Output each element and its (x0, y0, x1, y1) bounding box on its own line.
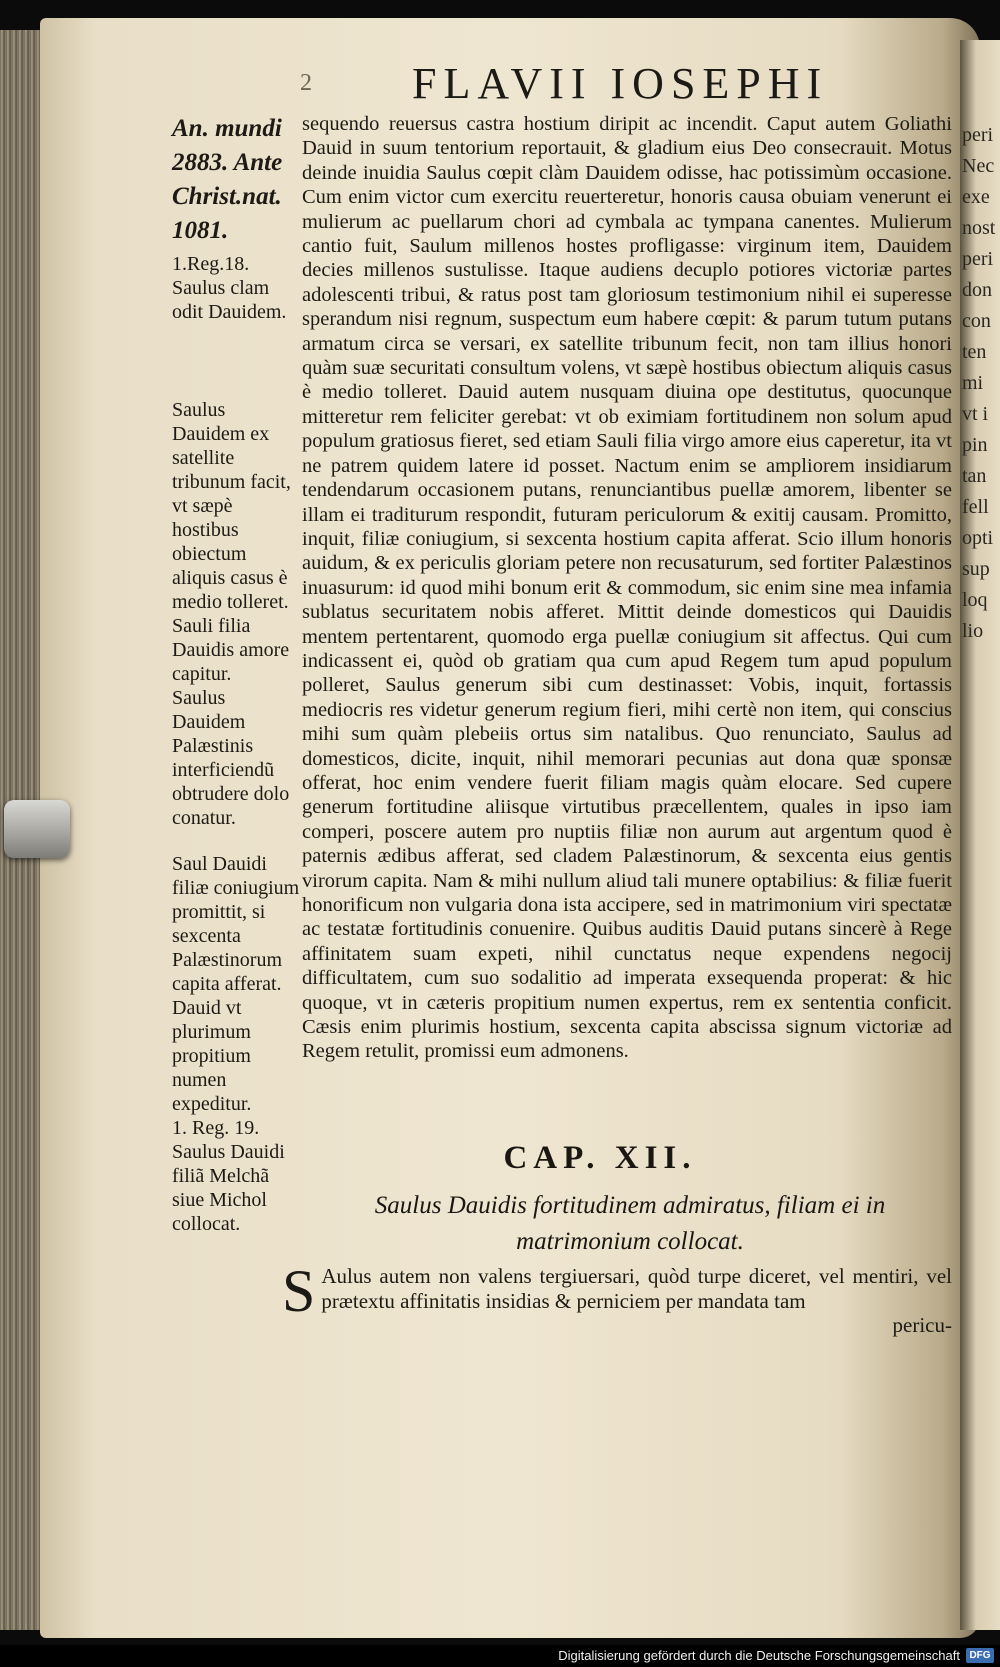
margin-date-4: 1081. (172, 217, 229, 244)
page-header (300, 56, 940, 116)
margin-note: 1.Reg.18. Saulus clam odit Dauidem. (172, 253, 287, 323)
footer-credit: Digitalisierung gefördert durch die Deutsche Forschungsgemeinschaft (558, 1648, 960, 1663)
chapter-number: CAP. XII. (503, 1140, 697, 1176)
chapter-text (282, 1258, 952, 1338)
main-paragraph: sequendo reuersus castra hostium diripit ac incendit. Caput autem Goliathi Dauid in suum tentorium reportauit, & gladium eius Deo consecrauit. Motus deinde inuidia Saulus cœpit clàm Dauidem odisse, hac potissimùm occasione. Cum enim victor cum exercitu reuerteretur, honoris causa obuiam venerunt ei mulierum ac puellarum chori ad cymbala ac tympana canentes. Mulierum cantio fuit, Saulum millenos hostes profligasse: virginum item, Dauidem decies millenos sustulisse. Itaque audiens decuplo potiores victoriæ partes adolescenti tribui, & ratus post tam gloriosum testimonium nihil ei superesse sperandum nisi regnum, suspectum eum habere cœpit: & parum tutum putans armatum circa se versari, ex satellite tribunum fecit, non tam illius honori quàm suæ securitati consultum volens, vt sæpè hostibus obiectum aliquis casus è medio tolleret. Dauid autem nusquam diuina ope destitutus, quocunque mitteretur rem feliciter gerebat: vt ob eximiam fortitudinem non solum apud populum gratiosus fieret, sed etiam Sauli filia virgo amore eius caperetur, ita vt ne patrem quidem latere id posset. Nactum enim se ampliorem insidiarum tendendarum occasionem putans, renunciantibus puellæ amorem, libenter se illam ei traditurum respondit, futuram periculorum & exitij causam. Promitto, inquit, filiæ coniugium, si sexcenta hostium capita afferat. Scio illum honoris auidum, & ex periculis gloriam petere non recusaturum, sed fortiter Palæstinos inuasurum: id quod mihi bonum erit & commodum, sic enim sine mea infamia sublatus securitatem nobis afferet. Mittit deinde domesticos qui Dauidis mentem pertentarent, quomodo erga puellæ coniugium sit affectus. Qui cum indicassent ei, quòd ob gratiam qua cum apud Regem tum apud populum polleret, Saulus generum sibi cum destinasset: Vobis, inquit, fortassis mediocris res videtur generum regium fieri, mihi certè non item, qui conscius mihi sum quàm plebeiis ortus sim natalibus. Quo renunciato, Saulus ad domesticos, dicite, inquit, nihil memorari pecunias aut dona quæ sponsæ offerat, hoc enim vendere fuerit filiam magis quàm elocare. Sed cupere generum fortitudine aliisque virtutibus præcellentem, quales in ipso iam comperi, poscere autem pro nuptiis filiæ non aurum aut argentum quod è paternis ædibus afferat, sed cladem Palæstinorum, & sexcenta eius gentis virorum capita. Nam & mihi nullum aliud tali munere optabilius: & filiæ fuerit honorificum non vulgaria dona ista accipere, sed in matrimonium viri spectatæ ac testatæ fortitudinis conuenire. Quibus auditis Dauid putans sincerè à Rege affinitatem suam expeti, nihil cunctatus neque expendens negocij difficultatem, cum suo sodalitio ad imperata exsequenda properat: & hic quoque, vt in cæteris propitium numen expertus, rem ex sententia conficit. Cæsis enim plurimis hostium, sexcenta capita abscissa signum victoriæ ad Regem retulit, promissi eum admonens. (302, 113, 952, 1063)
dfg-logo: DFG (966, 1648, 994, 1663)
book-clasp (4, 800, 70, 858)
main-text (302, 112, 952, 1064)
page-number: 2 (300, 70, 312, 96)
drop-cap: S (282, 1258, 316, 1324)
margin-date-2: 2883. Ante (172, 149, 283, 176)
digitization-footer (0, 1645, 1000, 1667)
margin-date-1: An. mundi (172, 115, 282, 142)
margin-note: Saulus Dauidem ex satellite tribunum facit, vt sæpè hostibus obiectum aliquis casus è medio tolleret. (172, 399, 291, 613)
facing-page-fragment: peri Nec exe nost peri don con ten mi vt i pin tan fell opti sup loq lio (962, 124, 996, 642)
margin-note: Saul Dauidi filiæ coniugium promittit, si sexcenta Palæstinorum capita afferat. (172, 853, 300, 995)
margin-note: Dauid vt plurimum propitium numen expeditur. (172, 997, 252, 1115)
margin-note: Sauli filia Dauidis amore capitur. (172, 615, 290, 685)
chapter-paragraph: Aulus autem non valens tergiuersari, quòd turpe diceret, vel mentiri, vel prætextu affinitatis insidias & perniciem per mandata tam (321, 1264, 952, 1313)
margin-notes (172, 112, 300, 1236)
catchword: pericu- (892, 1313, 952, 1337)
margin-date-3: Christ.nat. (172, 183, 282, 210)
margin-note: 1. Reg. 19. Saulus Dauidi filiã Melchã siue Michol collocat. (172, 1117, 285, 1235)
margin-note: Saulus Dauidem Palæstinis interficiendũ obtrudere dolo conatur. (172, 687, 290, 829)
chapter-summary: Saulus Dauidis fortitudinem admiratus, filiam ei in matrimonium collocat. (374, 1192, 886, 1255)
running-head: FLAVII IOSEPHI (412, 59, 829, 108)
